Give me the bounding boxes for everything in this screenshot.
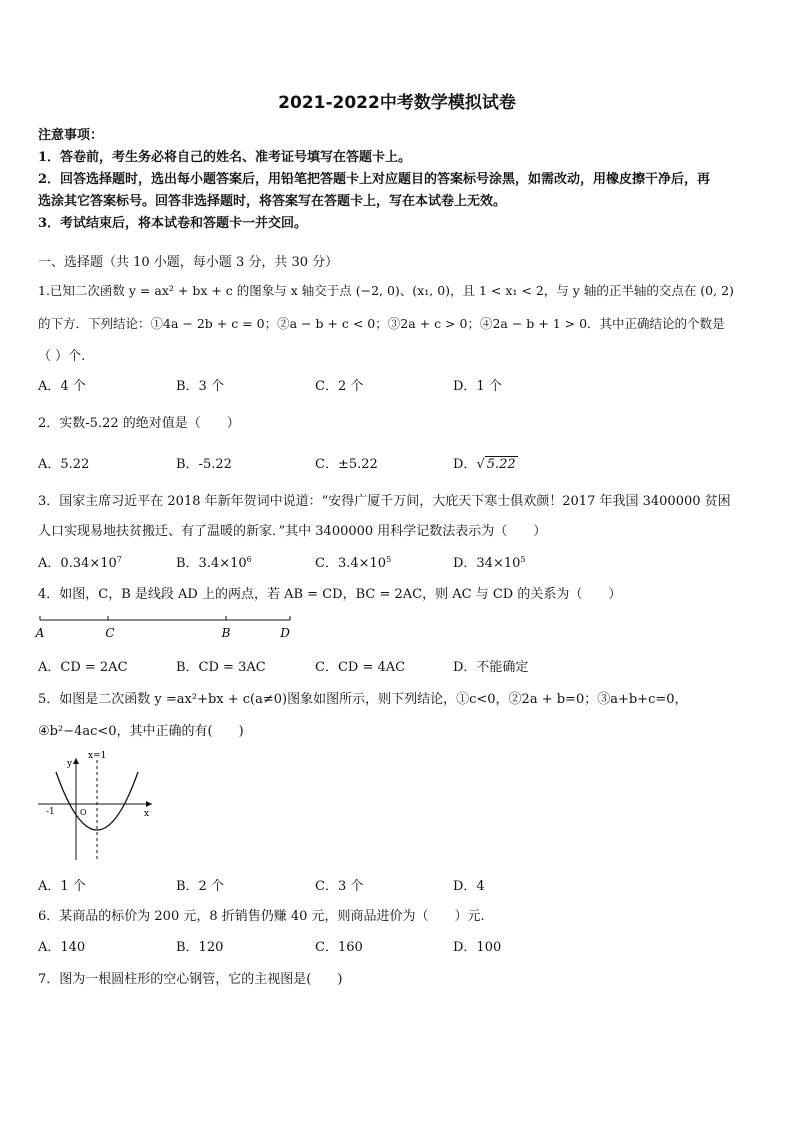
q5-parabola-graph — [34, 746, 164, 864]
q2-option-c: C．±5.22 — [315, 457, 378, 472]
q6-option-c: C．160 — [315, 940, 363, 955]
q3-option-b-base: B．3.4×10 — [176, 556, 247, 571]
q2-option-d — [453, 453, 518, 472]
q6-option-a: A．140 — [38, 940, 86, 955]
q3-option-d-exp: 5 — [520, 555, 526, 564]
q6-stem: 6．某商品的标价为 200 元，8 折销售仍赚 40 元，则商品进价为（ ）元. — [38, 909, 485, 924]
notice-heading: 注意事项： — [38, 128, 104, 143]
x-axis-label: x — [144, 809, 150, 819]
q2-stem: 2．实数-5.22 的绝对值是（ ） — [38, 416, 240, 431]
q3-option-a — [38, 552, 122, 571]
q5-option-b: B．2 个 — [176, 879, 224, 894]
q4-option-d: D．不能确定 — [453, 660, 529, 675]
q2-option-d-label: D． — [453, 457, 477, 472]
y-axis-arrow-icon — [73, 758, 79, 764]
q5-option-d: D．4 — [453, 879, 485, 894]
section-heading: 一、选择题（共 10 小题，每小题 3 分，共 30 分） — [38, 255, 339, 270]
q3-option-d-base: D．34×10 — [453, 556, 521, 571]
point-d-label: D — [280, 626, 290, 640]
origin-label: O — [80, 808, 87, 817]
x-axis-arrow-icon — [146, 801, 152, 807]
q2-option-a: A．5.22 — [38, 457, 90, 472]
q6-option-b: B．120 — [176, 940, 224, 955]
notice-item-2: 2．回答选择题时，选出每小题答案后，用铅笔把答题卡上对应题目的答案标号涂黑，如需改动，用橡皮擦干净后，再 — [38, 172, 711, 187]
y-axis-label: y — [67, 759, 73, 769]
q3-option-a-exp: 7 — [116, 555, 122, 564]
q1-line-2: 的下方．下列结论：①4a − 2b + c = 0；②a − b + c < 0；③2a + c > 0；④2a − b + 1 > 0．其中正确结论的个数是 — [38, 316, 725, 331]
point-a-label: A — [35, 626, 45, 640]
q5-line-1: 5．如图是二次函数 y =ax²+bx + c(a≠0)图象如图所示，则下列结论，①c<0，②2a + b=0；③a+b+c=0， — [38, 692, 688, 707]
q3-option-c-base: C．3.4×10 — [315, 556, 387, 571]
q1-line-3: （ ）个. — [38, 349, 86, 364]
q1-line-1: 1.已知二次函数 y = ax² + bx + c 的图象与 x 轴交于点 (−2, 0)、(x₁, 0)，且 1 < x₁ < 2，与 y 轴的正半轴的交点在 (0, 2) — [38, 283, 734, 298]
q4-option-b: B．CD = 3AC — [176, 660, 266, 675]
q4-option-a: A．CD = 2AC — [38, 660, 128, 675]
q3-option-d — [453, 552, 526, 571]
q4-stem: 4．如图，C，B 是线段 AD 上的两点，若 AB = CD，BC = 2AC，则 AC 与 CD 的关系为（ ） — [38, 587, 622, 602]
q4-option-c: C．CD = 4AC — [315, 660, 406, 675]
q5-option-a: A．1 个 — [38, 879, 86, 894]
q1-option-a: A．4 个 — [38, 379, 86, 394]
q7-stem: 7．图为一根圆柱形的空心钢管，它的主视图是( ) — [38, 972, 343, 987]
q3-option-c-exp: 5 — [386, 555, 392, 564]
q3-option-a-base: A．0.34×10 — [38, 556, 117, 571]
q3-option-c — [315, 552, 391, 571]
neg-one-label: -1 — [46, 807, 55, 817]
notice-item-3: 3．考试结束后，将本试卷和答题卡一并交回。 — [38, 216, 308, 231]
point-b-label: B — [221, 626, 231, 640]
q3-option-b-exp: 6 — [246, 555, 252, 564]
q1-option-d: D．1 个 — [453, 379, 502, 394]
q2-option-d-radicand: 5.22 — [486, 457, 516, 472]
symmetry-axis-label: x=1 — [88, 751, 107, 761]
q5-option-c: C．3 个 — [315, 879, 364, 894]
q3-line-1: 3．国家主席习近平在 2018 年新年贺词中说道：“安得广厦千万间，大庇天下寒士俱欢颜！2017 年我国 3400000 贫困 — [38, 494, 731, 509]
q3-line-2: 人口实现易地扶贫搬迁、有了温暖的新家．”其中 3400000 用科学记数法表示为（ ） — [38, 524, 547, 539]
point-c-label: C — [105, 626, 115, 640]
q3-option-b — [176, 552, 252, 571]
q1-option-c: C．2 个 — [315, 379, 364, 394]
q6-option-d: D．100 — [453, 940, 502, 955]
notice-item-2-cont: 选涂其它答案标号。回答非选择题时，将答案写在答题卡上，写在本试卷上无效。 — [38, 194, 507, 209]
q1-option-b: B．3 个 — [176, 379, 224, 394]
page-title: 2021-2022中考数学模拟试卷 — [278, 93, 516, 113]
q4-segment-figure — [34, 608, 304, 644]
sqrt-sign-icon: √ — [476, 457, 485, 472]
q5-line-2: ④b²−4ac<0，其中正确的有( ) — [38, 724, 244, 739]
notice-item-1: 1．答卷前，考生务必将自己的姓名、准考证号填写在答题卡上。 — [38, 150, 412, 165]
q2-option-b: B．-5.22 — [176, 457, 232, 472]
